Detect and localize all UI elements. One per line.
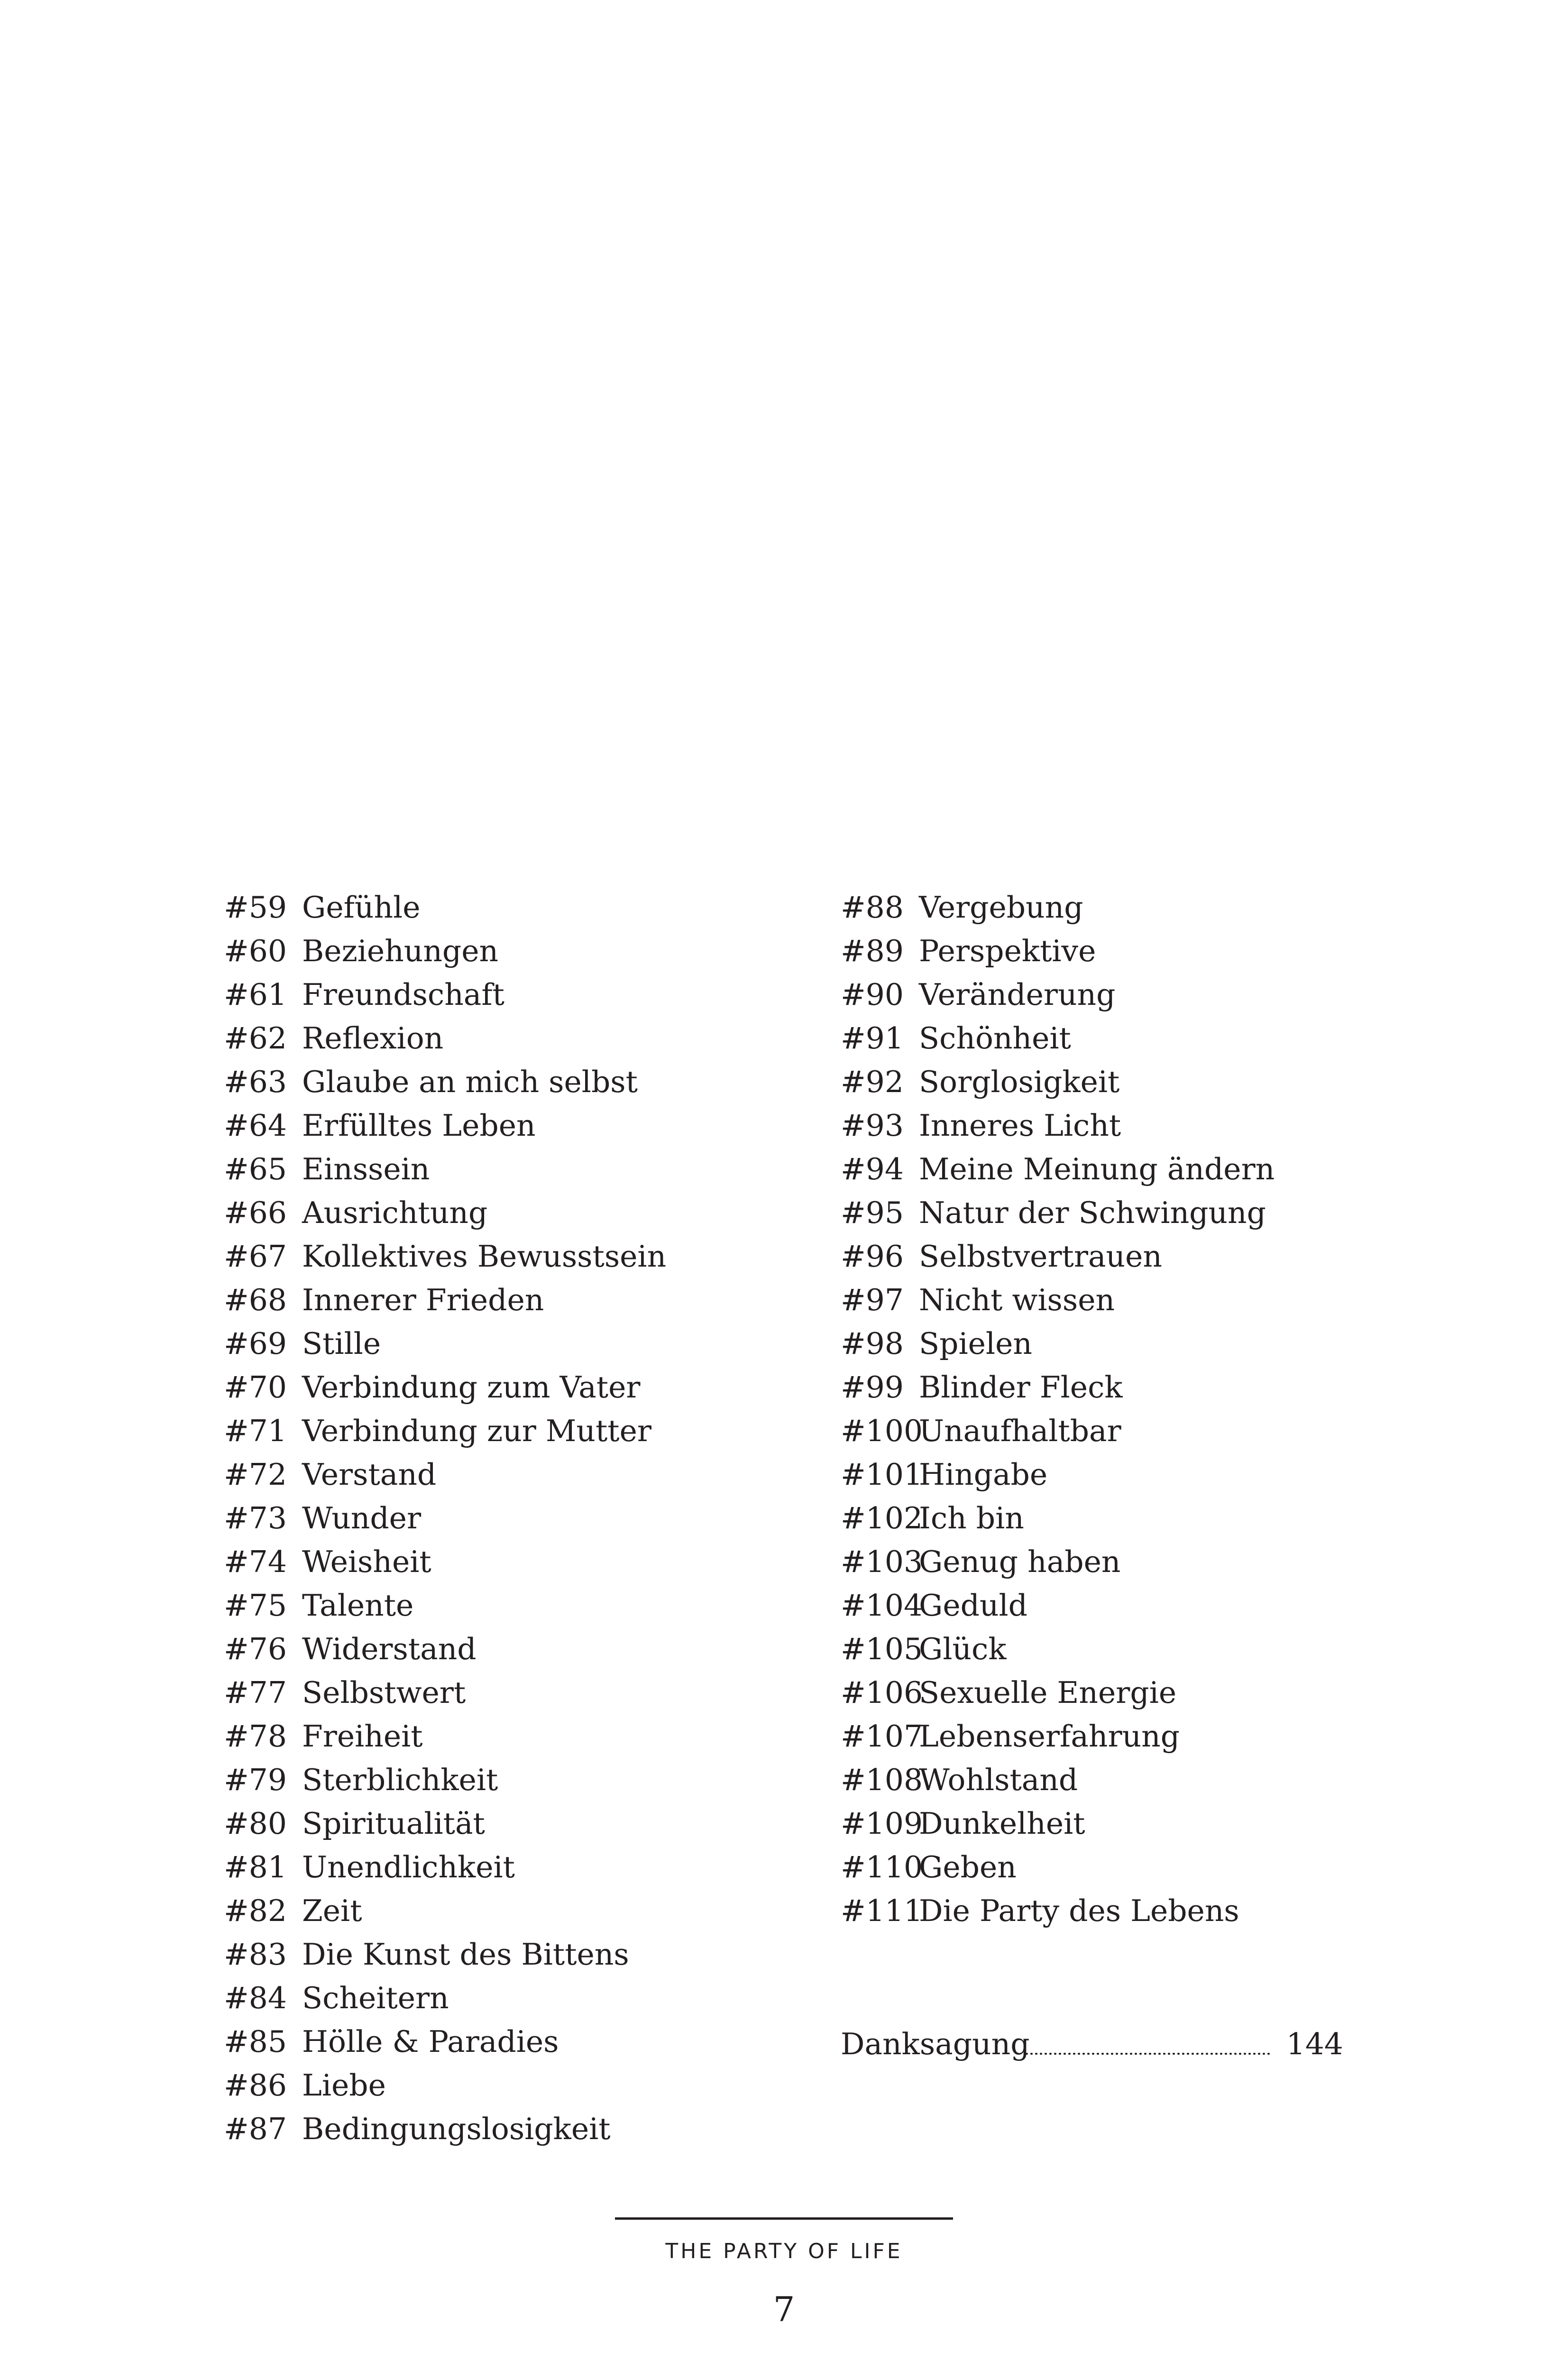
toc-entry-title: Perspektive: [919, 934, 1096, 968]
toc-entry: [224, 1715, 807, 1758]
toc-entry: [224, 1497, 807, 1540]
toc-entry-title: Weisheit: [302, 1544, 431, 1579]
toc-entry-title: Erfülltes Leben: [302, 1108, 536, 1143]
toc-entry-number: #66: [224, 1195, 287, 1230]
toc-entry: [841, 1191, 1362, 1235]
toc-entry: [841, 1540, 1362, 1584]
toc-entry-number: #80: [224, 1806, 287, 1841]
toc-entry-title: Lebenserfahrung: [919, 1719, 1180, 1754]
toc-entry-title: Selbstvertrauen: [919, 1239, 1162, 1274]
toc-entry-number: #68: [224, 1283, 287, 1317]
toc-entry-title: Bedingungslosigkeit: [302, 2112, 611, 2146]
toc-entry: [224, 1409, 807, 1453]
toc-acknowledgements-entry: [841, 2022, 1343, 2066]
toc-right-column: [841, 886, 1362, 1933]
toc-entry: [224, 1976, 807, 2020]
toc-entry-number: #91: [841, 1021, 904, 1056]
toc-entry-title: Spiritualität: [302, 1806, 485, 1841]
toc-entry-number: #93: [841, 1108, 904, 1143]
toc-acknowledgements-label: Danksagung: [841, 2027, 1030, 2061]
toc-entry-title: Verbindung zum Vater: [302, 1370, 641, 1405]
toc-entry-number: #83: [224, 1937, 287, 1972]
toc-entry: [841, 1409, 1362, 1453]
toc-entry-title: Schönheit: [919, 1021, 1071, 1056]
toc-entry: [841, 1104, 1362, 1148]
toc-entry: [841, 1148, 1362, 1191]
toc-entry-title: Natur der Schwingung: [919, 1195, 1266, 1230]
toc-entry: [841, 1584, 1362, 1627]
toc-entry-title: Scheitern: [302, 1981, 449, 2015]
toc-entry: [841, 1453, 1362, 1497]
toc-entry: [224, 1671, 807, 1715]
toc-entry: [841, 1235, 1362, 1278]
toc-entry-title: Geduld: [919, 1588, 1027, 1623]
toc-entry: [224, 886, 807, 929]
toc-entry-title: Geben: [919, 1850, 1017, 1884]
toc-entry-number: #90: [841, 977, 904, 1012]
toc-entry-title: Unendlichkeit: [302, 1850, 515, 1884]
dot-leader-graphic: [1026, 2052, 1272, 2056]
toc-entry-title: Innerer Frieden: [302, 1283, 544, 1317]
toc-entry-number: #88: [841, 890, 904, 925]
toc-entry-number: #70: [224, 1370, 287, 1405]
toc-entry-number: #104: [841, 1588, 923, 1623]
toc-entry-title: Verbindung zur Mutter: [302, 1414, 652, 1448]
toc-entry-title: Hingabe: [919, 1457, 1048, 1492]
toc-entry-title: Kollektives Bewusstsein: [302, 1239, 667, 1274]
toc-entry-title: Verstand: [302, 1457, 437, 1492]
toc-entry-number: #62: [224, 1021, 287, 1056]
toc-entry-number: #67: [224, 1239, 287, 1274]
toc-entry-number: #109: [841, 1806, 923, 1841]
toc-entry-number: #97: [841, 1283, 904, 1317]
toc-entry-title: Hölle & Paradies: [302, 2024, 559, 2059]
toc-entry-number: #94: [841, 1152, 904, 1186]
toc-entry-title: Liebe: [302, 2068, 386, 2103]
toc-entry-number: #108: [841, 1763, 923, 1797]
toc-entry-number: #106: [841, 1675, 923, 1710]
toc-entry-number: #74: [224, 1544, 287, 1579]
toc-entry-number: #98: [841, 1326, 904, 1361]
toc-entry: [841, 1715, 1362, 1758]
toc-entry-number: #69: [224, 1326, 287, 1361]
toc-entry-title: Genug haben: [919, 1544, 1121, 1579]
toc-entry: [841, 1278, 1362, 1322]
toc-entry-title: Ausrichtung: [302, 1195, 488, 1230]
toc-entry-number: #72: [224, 1457, 287, 1492]
toc-entry: [224, 2064, 807, 2107]
toc-entry-number: #76: [224, 1632, 287, 1666]
toc-entry-number: #73: [224, 1501, 287, 1535]
toc-entry: [841, 973, 1362, 1017]
toc-entry-title: Inneres Licht: [919, 1108, 1121, 1143]
toc-entry-title: Unaufhaltbar: [919, 1414, 1121, 1448]
toc-entry: [841, 1322, 1362, 1366]
toc-entry-title: Blinder Fleck: [919, 1370, 1123, 1405]
toc-entry-title: Stille: [302, 1326, 381, 1361]
toc-entry: [224, 1802, 807, 1846]
toc-entry: [224, 1104, 807, 1148]
toc-entry: [224, 1540, 807, 1584]
footer-book-title: THE PARTY OF LIFE: [665, 2239, 903, 2263]
toc-entry: [841, 886, 1362, 929]
toc-entry-title: Selbstwert: [302, 1675, 466, 1710]
toc-entry-title: Vergebung: [919, 890, 1083, 925]
toc-entry-number: #84: [224, 1981, 287, 2015]
toc-entry: [224, 929, 807, 973]
toc-entry-title: Beziehungen: [302, 934, 499, 968]
toc-entry: [841, 1366, 1362, 1409]
toc-entry-number: #82: [224, 1893, 287, 1928]
toc-entry: [224, 1322, 807, 1366]
toc-entry-number: #85: [224, 2024, 287, 2059]
toc-acknowledgements-page: 144: [1286, 2027, 1343, 2061]
toc-entry-title: Einssein: [302, 1152, 430, 1186]
toc-entry: [224, 1017, 807, 1060]
toc-entry-number: #86: [224, 2068, 287, 2103]
toc-entry: [841, 1060, 1362, 1104]
toc-entry-number: #79: [224, 1763, 287, 1797]
toc-dot-leader: [1026, 2022, 1272, 2066]
toc-entry: [224, 1235, 807, 1278]
toc-entry-number: #105: [841, 1632, 923, 1666]
toc-entry-number: #89: [841, 934, 904, 968]
toc-entry-number: #110: [841, 1850, 923, 1884]
toc-entry: [841, 929, 1362, 973]
toc-entry-number: #60: [224, 934, 287, 968]
toc-entry-title: Dunkelheit: [919, 1806, 1085, 1841]
toc-entry-number: #95: [841, 1195, 904, 1230]
toc-entry-title: Meine Meinung ändern: [919, 1152, 1275, 1186]
footer-divider: [615, 2217, 953, 2220]
toc-entry-title: Wohlstand: [919, 1763, 1078, 1797]
toc-entry-title: Die Kunst des Bittens: [302, 1937, 629, 1972]
toc-entry-number: #103: [841, 1544, 923, 1579]
toc-entry-number: #81: [224, 1850, 287, 1884]
toc-entry: [841, 1497, 1362, 1540]
toc-entry: [224, 1846, 807, 1889]
toc-entry-title: Reflexion: [302, 1021, 444, 1056]
toc-entry: [224, 1758, 807, 1802]
toc-entry: [224, 1889, 807, 1933]
toc-entry-number: #65: [224, 1152, 287, 1186]
toc-entry-title: Wunder: [302, 1501, 422, 1535]
toc-entry: [224, 1933, 807, 1976]
toc-entry-number: #111: [841, 1893, 923, 1928]
toc-entry: [224, 1366, 807, 1409]
toc-entry-number: #96: [841, 1239, 904, 1274]
toc-entry-title: Die Party des Lebens: [919, 1893, 1239, 1928]
toc-entry-title: Freiheit: [302, 1719, 423, 1754]
toc-entry: [224, 973, 807, 1017]
toc-entry-title: Glück: [919, 1632, 1007, 1666]
toc-entry-number: #78: [224, 1719, 287, 1754]
toc-entry: [224, 1627, 807, 1671]
toc-entry: [224, 1060, 807, 1104]
toc-entry-number: #101: [841, 1457, 923, 1492]
toc-entry: [841, 1802, 1362, 1846]
toc-entry: [841, 1758, 1362, 1802]
page-number: 7: [773, 2289, 795, 2329]
toc-entry-title: Sexuelle Energie: [919, 1675, 1177, 1710]
toc-entry-title: Freundschaft: [302, 977, 504, 1012]
toc-entry: [224, 1191, 807, 1235]
toc-entry: [224, 1148, 807, 1191]
toc-entry-title: Gefühle: [302, 890, 421, 925]
toc-entry-number: #64: [224, 1108, 287, 1143]
toc-entry: [841, 1017, 1362, 1060]
toc-entry-title: Sorglosigkeit: [919, 1065, 1120, 1099]
toc-entry-number: #71: [224, 1414, 287, 1448]
toc-entry-number: #77: [224, 1675, 287, 1710]
toc-entry: [224, 1584, 807, 1627]
toc-entry-number: #102: [841, 1501, 923, 1535]
toc-entry: [224, 2107, 807, 2151]
toc-entry-number: #75: [224, 1588, 287, 1623]
toc-entry-title: Sterblichkeit: [302, 1763, 498, 1797]
toc-entry-title: Zeit: [302, 1893, 362, 1928]
toc-entry: [841, 1671, 1362, 1715]
toc-entry-number: #99: [841, 1370, 904, 1405]
toc-entry-title: Glaube an mich selbst: [302, 1065, 638, 1099]
toc-entry-number: #61: [224, 977, 287, 1012]
toc-entry-number: #87: [224, 2112, 287, 2146]
toc-entry-title: Widerstand: [302, 1632, 477, 1666]
toc-entry: [841, 1627, 1362, 1671]
toc-entry-number: #92: [841, 1065, 904, 1099]
toc-entry-title: Spielen: [919, 1326, 1032, 1361]
toc-entry-title: Veränderung: [919, 977, 1116, 1012]
toc-entry-number: #107: [841, 1719, 923, 1754]
toc-entry-number: #100: [841, 1414, 923, 1448]
toc-entry-title: Talente: [302, 1588, 414, 1623]
toc-entry: [841, 1889, 1362, 1933]
toc-left-column: [224, 886, 807, 2151]
toc-entry-title: Ich bin: [919, 1501, 1024, 1535]
toc-entry-number: #59: [224, 890, 287, 925]
toc-entry: [224, 1278, 807, 1322]
toc-entry: [224, 1453, 807, 1497]
toc-entry: [224, 2020, 807, 2064]
toc-entry: [841, 1846, 1362, 1889]
toc-entry-title: Nicht wissen: [919, 1283, 1115, 1317]
toc-entry-number: #63: [224, 1065, 287, 1099]
